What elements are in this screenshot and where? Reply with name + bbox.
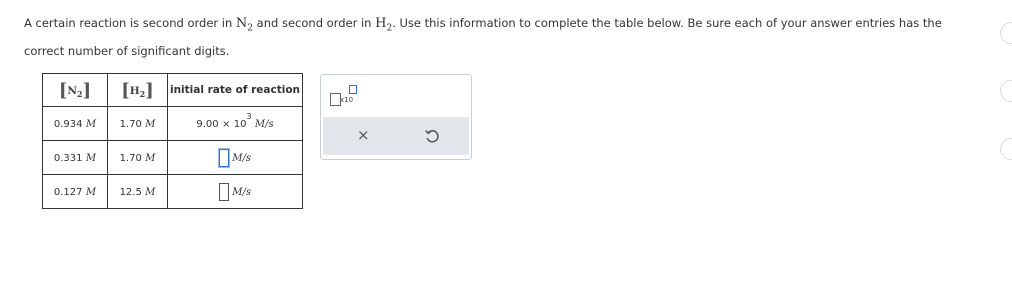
table-row (43, 175, 303, 209)
answer-toolbar (320, 74, 472, 160)
exponent-box-icon (349, 85, 357, 94)
cell-n2-value: 0.934 M (43, 107, 108, 141)
prompt-text-3: . Use this information to complete the table below. Be sure each of your answer entries has the correct number of significant digits. (24, 16, 942, 58)
toolbar-action-bar (323, 117, 469, 155)
cell-h2-value: 12.5 M (108, 175, 168, 209)
header-n2-concentration: $[N_2]$ (43, 74, 108, 107)
rate-table (42, 73, 303, 209)
clear-button[interactable]: × (357, 126, 370, 144)
cell-rate-answer: M/s (168, 175, 303, 209)
table-row (43, 141, 303, 175)
prompt-text-2: and second order in (253, 16, 376, 30)
header-h2-concentration: $[H_2]$ (108, 74, 168, 107)
rate-answer-input-1[interactable] (219, 149, 229, 167)
prompt-text-1: A certain reaction is second order in (24, 16, 236, 30)
cell-n2-value: 0.331 M (43, 141, 108, 175)
cell-rate-answer: M/s (168, 141, 303, 175)
h2-formula: $H_2$ (375, 16, 393, 34)
cell-n2-value: 0.127 M (43, 175, 108, 209)
side-circle-button[interactable] (1000, 22, 1012, 44)
rate-answer-input-2[interactable] (219, 183, 229, 201)
side-circle-button[interactable] (1000, 80, 1012, 102)
cell-rate-value: $9.00 \times 10^3$ M/s (168, 107, 303, 141)
cell-h2-value: 1.70 M (108, 141, 168, 175)
side-circle-button[interactable] (1000, 138, 1012, 160)
scientific-notation-button[interactable] (330, 85, 356, 107)
undo-icon[interactable] (423, 127, 441, 145)
header-initial-rate: initial rate of reaction (168, 74, 303, 107)
table-header-row (43, 74, 303, 107)
n2-formula: $N_2$ (235, 16, 254, 34)
problem-statement (24, 12, 984, 62)
x10-label: x10 (340, 96, 354, 104)
table-row (43, 107, 303, 141)
cell-h2-value: 1.70 M (108, 107, 168, 141)
